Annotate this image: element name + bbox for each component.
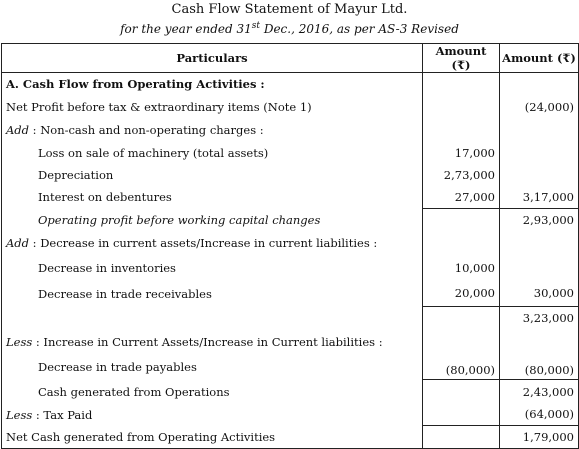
dec-receivables-amount: 20,000 <box>423 281 500 307</box>
table-row <box>2 231 579 256</box>
table-row <box>2 119 579 142</box>
subtotal-amount: 3,23,000 <box>500 307 579 329</box>
particulars-header: Particulars <box>2 44 423 73</box>
loss-sale-label: Loss on sale of machinery (total assets) <box>2 142 423 165</box>
table-row <box>2 256 579 281</box>
add-prefix: Add <box>6 236 30 250</box>
dec-payables-amount: (80,000) <box>423 355 500 380</box>
cash-generated-amount: 2,43,000 <box>500 380 579 404</box>
add-decrease-heading: Add : Decrease in current assets/Increase in current liabilities : <box>2 231 423 256</box>
dec-inventories-amount: 10,000 <box>423 256 500 281</box>
statement-title: Cash Flow Statement of Mayur Ltd. <box>171 2 408 17</box>
table-row <box>2 142 579 165</box>
dec-receivables-label: Decrease in trade receivables <box>2 281 423 307</box>
op-profit-label: Operating profit before working capital changes <box>2 209 423 231</box>
subtitle-superscript: st <box>251 21 261 31</box>
less-increase-heading: Less : Increase in Current Assets/Increase in Current liabilities : <box>2 329 423 355</box>
depreciation-amount: 2,73,000 <box>423 165 500 186</box>
net-profit-label: Net Profit before tax & extraordinary items (Note 1) <box>2 96 423 119</box>
add-prefix: Add <box>6 123 30 137</box>
table-row <box>2 165 579 186</box>
cash-generated-label: Cash generated from Operations <box>2 380 423 404</box>
table-header-row <box>2 44 579 73</box>
amount-header-2: Amount (₹) <box>500 44 579 73</box>
section-a-heading: A. Cash Flow from Operating Activities : <box>2 73 423 96</box>
table-row <box>2 186 579 209</box>
op-profit-amount: 2,93,000 <box>500 209 579 231</box>
cash-flow-table <box>1 43 579 449</box>
statement-subtitle <box>0 21 579 36</box>
table-row <box>2 404 579 426</box>
table-row <box>2 355 579 380</box>
less-prefix: Less <box>6 407 33 422</box>
net-profit-amount: (24,000) <box>500 96 579 119</box>
working-capital-increase-total: 30,000 <box>500 281 579 307</box>
less-prefix: Less <box>6 334 33 349</box>
tax-paid-label: Less : Tax Paid <box>2 404 423 426</box>
table-row <box>2 281 579 307</box>
table-row <box>2 307 579 329</box>
subtitle-prefix: for the year ended 31 <box>120 22 252 36</box>
depreciation-label: Depreciation <box>2 165 423 186</box>
table-row <box>2 96 579 119</box>
table-row <box>2 329 579 355</box>
dec-inventories-label: Decrease in inventories <box>2 256 423 281</box>
tax-paid-amount: (64,000) <box>500 404 579 426</box>
table-row <box>2 209 579 231</box>
dec-payables-total: (80,000) <box>500 355 579 380</box>
net-cash-label: Net Cash generated from Operating Activities <box>2 426 423 449</box>
subtitle-suffix: Dec., 2016, as per AS-3 Revised <box>260 22 459 36</box>
add-noncash-heading: Add : Non-cash and non-operating charges : <box>2 119 423 142</box>
net-cash-amount: 1,79,000 <box>500 426 579 449</box>
table-row <box>2 380 579 404</box>
interest-label: Interest on debentures <box>2 186 423 209</box>
dec-payables-label: Decrease in trade payables <box>2 355 423 380</box>
table-row <box>2 73 579 96</box>
interest-amount: 27,000 <box>423 186 500 209</box>
table-row <box>2 426 579 449</box>
noncash-total: 3,17,000 <box>500 186 579 209</box>
loss-sale-amount: 17,000 <box>423 142 500 165</box>
amount-header-1: Amount (₹) <box>423 44 500 73</box>
